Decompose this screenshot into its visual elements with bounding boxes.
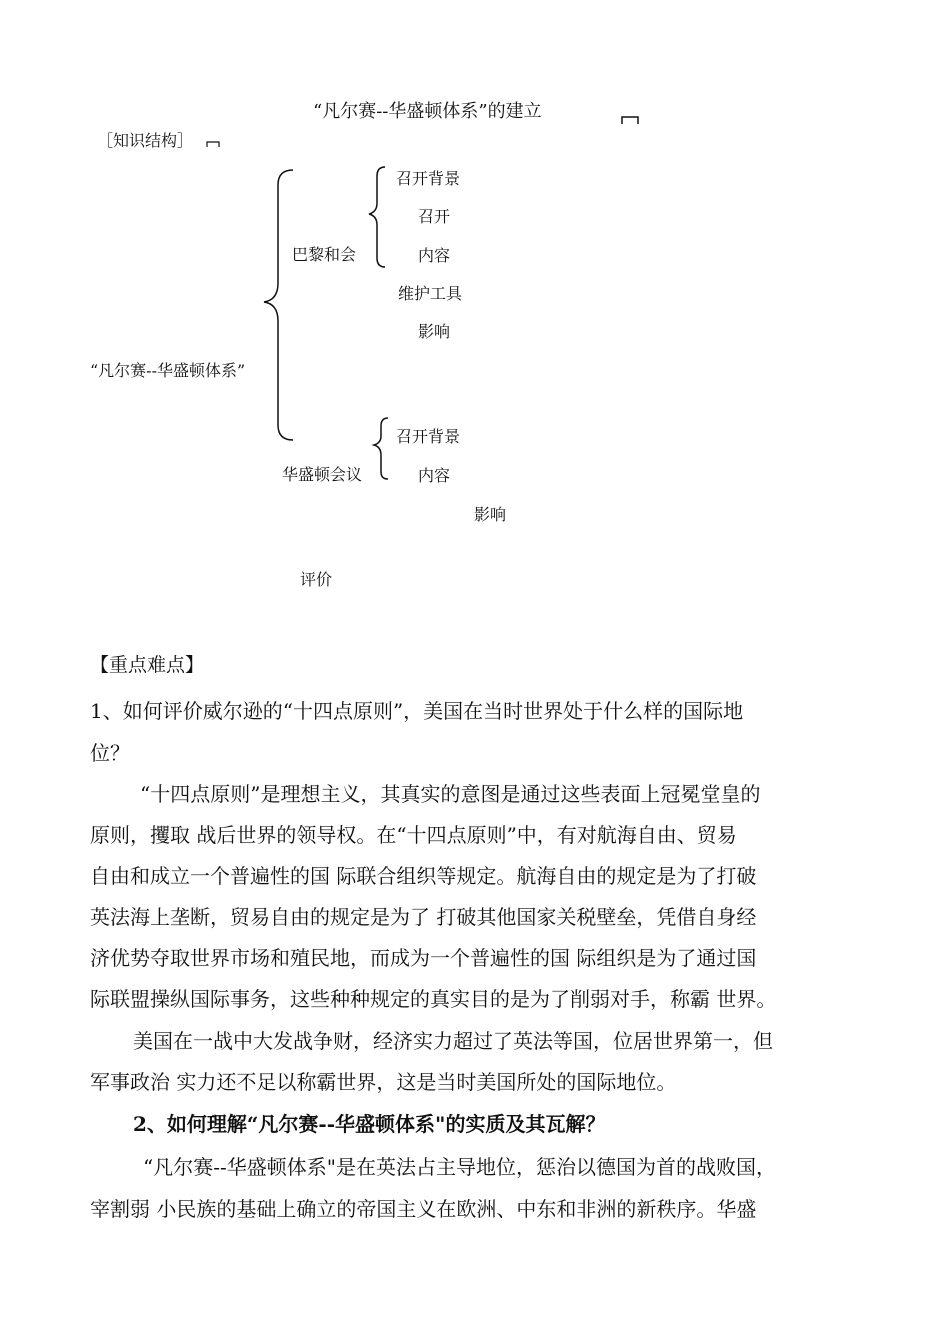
answer-1-line-6: 际联盟操纵国际事务，这些种种规定的真实目的是为了削弱对手，称霸 世界。 — [90, 987, 777, 1011]
paris-item-background: 召开背景 — [396, 169, 461, 188]
question-1-line-1: 1、如何评价威尔逊的“十四点原则”，美国在当时世界处于什么样的国际地 — [90, 699, 744, 723]
washington-conference-label: 华盛顿会议 — [282, 465, 363, 484]
key-points-heading: 【重点难点】 — [90, 654, 205, 676]
paris-item-influence: 影响 — [418, 322, 451, 341]
paris-brace — [369, 167, 385, 267]
paris-item-convening: 召开 — [418, 207, 451, 226]
knowledge-structure-label: ［知识结构］ — [97, 131, 194, 150]
washington-brace — [374, 418, 388, 479]
washington-item-background: 召开背景 — [396, 427, 461, 446]
answer-1b-line-1: 美国在一战中大发战争财，经济实力超过了英法等国，位居世界第一，但 — [133, 1029, 773, 1053]
question-1-line-2: 位？ — [90, 741, 130, 765]
answer-1-line-4: 英法海上垄断，贸易自由的规定是为了 打破其他国家关税壁垒，凭借自身经 — [90, 905, 757, 929]
paris-peace-conference-label: 巴黎和会 — [292, 245, 357, 264]
answer-1-line-1: “十四点原则”是理想主义，其真实的意图是通过这些表面上冠冕堂皇的 — [140, 782, 761, 806]
answer-2-line-2: 宰割弱 小民族的基础上确立的帝国主义在欧洲、中东和非洲的新秩序。华盛 — [90, 1197, 757, 1221]
question-2: 2、如何理解“凡尔赛--华盛顿体系"的实质及其瓦解？ — [133, 1112, 606, 1136]
diagram-evaluation: 评价 — [300, 570, 333, 589]
answer-2-line-1: “凡尔赛--华盛顿体系"是在英法占主导地位，惩治以德国为首的战败国， — [143, 1155, 776, 1179]
paris-item-content: 内容 — [418, 246, 451, 265]
washington-item-content: 内容 — [418, 466, 451, 485]
answer-1-line-3: 自由和成立一个普遍性的国 际联合组织等规定。航海自由的规定是为了打破 — [90, 864, 757, 888]
diagram-root: “凡尔赛--华盛顿体系” — [90, 361, 246, 380]
answer-1-line-2: 原则，攫取 战后世界的领导权。在“十四点原则”中，有对航海自由、贸易 — [90, 823, 737, 847]
page-title: “凡尔赛--华盛顿体系”的建立 — [313, 101, 542, 122]
answer-1-line-5: 济优势夺取世界市场和殖民地，而成为一个普遍性的国 际组织是为了通过国 — [90, 946, 757, 970]
paris-item-maintenance-tool: 维护工具 — [398, 284, 463, 303]
answer-1b-line-2: 军事政治 实力还不足以称霸世界，这是当时美国所处的国际地位。 — [90, 1070, 677, 1094]
washington-item-influence: 影响 — [474, 505, 507, 524]
root-brace — [264, 170, 293, 440]
